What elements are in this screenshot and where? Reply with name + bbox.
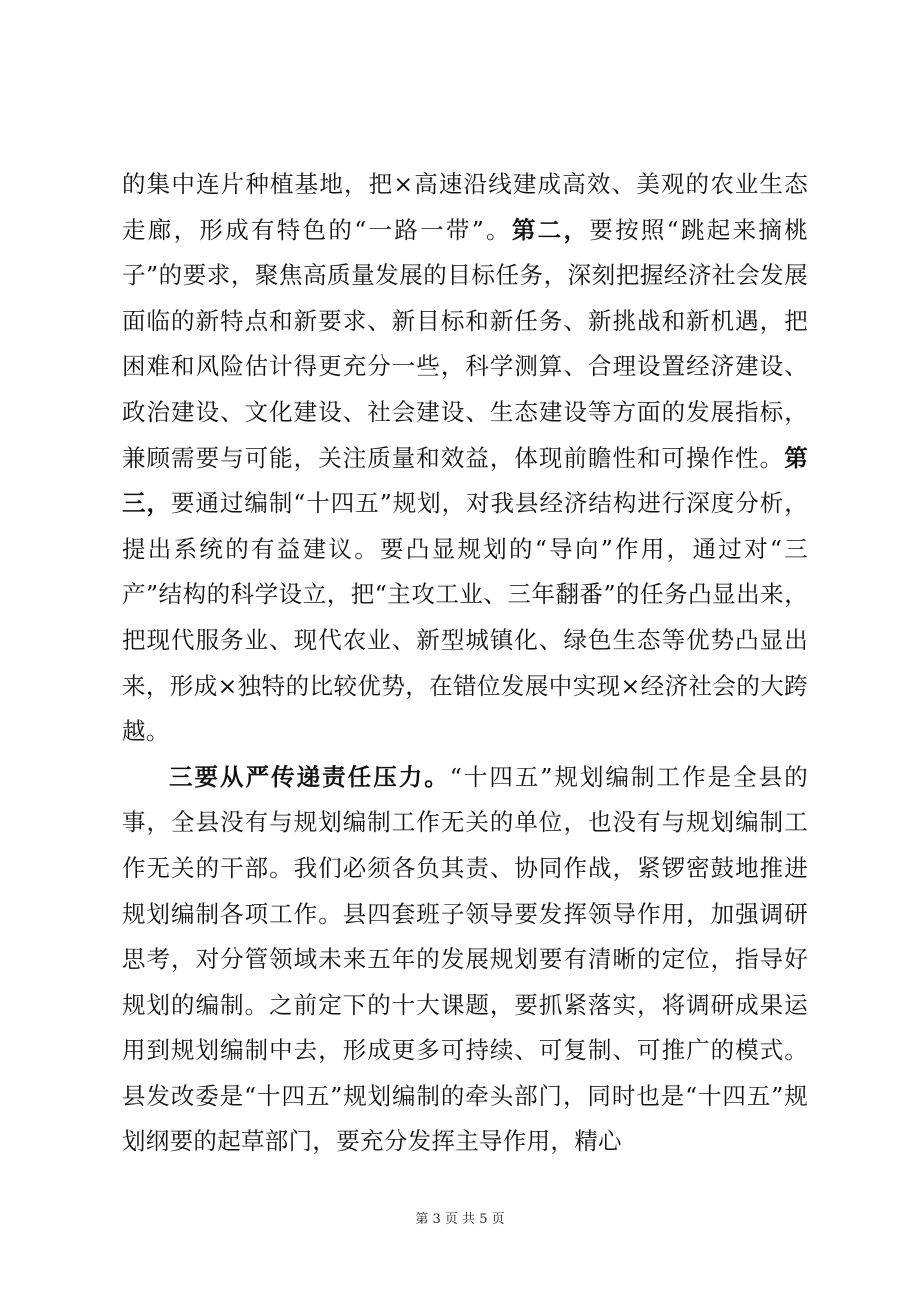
bold-heading-second: 第二， — [511, 215, 590, 244]
paragraph-text: 的集中连片种植基地，把×高速沿线建成高效、美观的农业生态走廊，形成有特色的“一路一带”。 — [122, 170, 808, 244]
bold-heading-third: 第三， — [122, 443, 808, 518]
section-heading: 三要从严传递责任压力。 — [169, 762, 450, 791]
body-text — [122, 162, 808, 1165]
paragraph-1 — [122, 162, 808, 755]
paragraph-2 — [122, 755, 808, 1165]
paragraph-text: “十四五”规划编制工作是全县的事，全县没有与规划编制工作无关的单位，也没有与规划编制工作无关的干部。我们必须各负其责、协同作战，紧锣密鼓地推进规划编制各项工作。县四套班子领导要发挥领导作用，加强调研思考，对分管领域未来五年的发展规划要有清晰的定位，指导好规划的编制。之前定下的十大课题，要抓紧落实，将调研成果运用到规划编制中去，形成更多可持续、可复制、可推广的模式。县发改委是“十四五”规划编制的牵头部门，同时也是“十四五”规划纲要的起草部门，要充分发挥主导作用，精心 — [122, 762, 808, 1156]
paragraph-text: 要通过编制“十四五”规划，对我县经济结构进行深度分析，提出系统的有益建议。要凸显规划的“导向”作用，通过对“三产”结构的科学设立，把“主攻工业、三年翻番”的任务凸显出来，把现代服务业、现代农业、新型城镇化、绿色生态等优势凸显出来，形成×独特的比较优势，在错位发展中实现×经济社会的大跨越。 — [122, 489, 808, 746]
paragraph-text: 要按照“跳起来摘桃子”的要求，聚焦高质量发展的目标任务，深刻把握经济社会发展面临的新特点和新要求、新目标和新任务、新挑战和新机遇，把困难和风险估计得更充分一些，科学测算、合理设置经济建设、政治建设、文化建设、社会建设、生态建设等方面的发展指标，兼顾需要与可能，关注质量和效益，体现前瞻性和可操作性。 — [122, 215, 808, 472]
page-number-footer: 第 3 页 共 5 页 — [415, 1212, 505, 1227]
